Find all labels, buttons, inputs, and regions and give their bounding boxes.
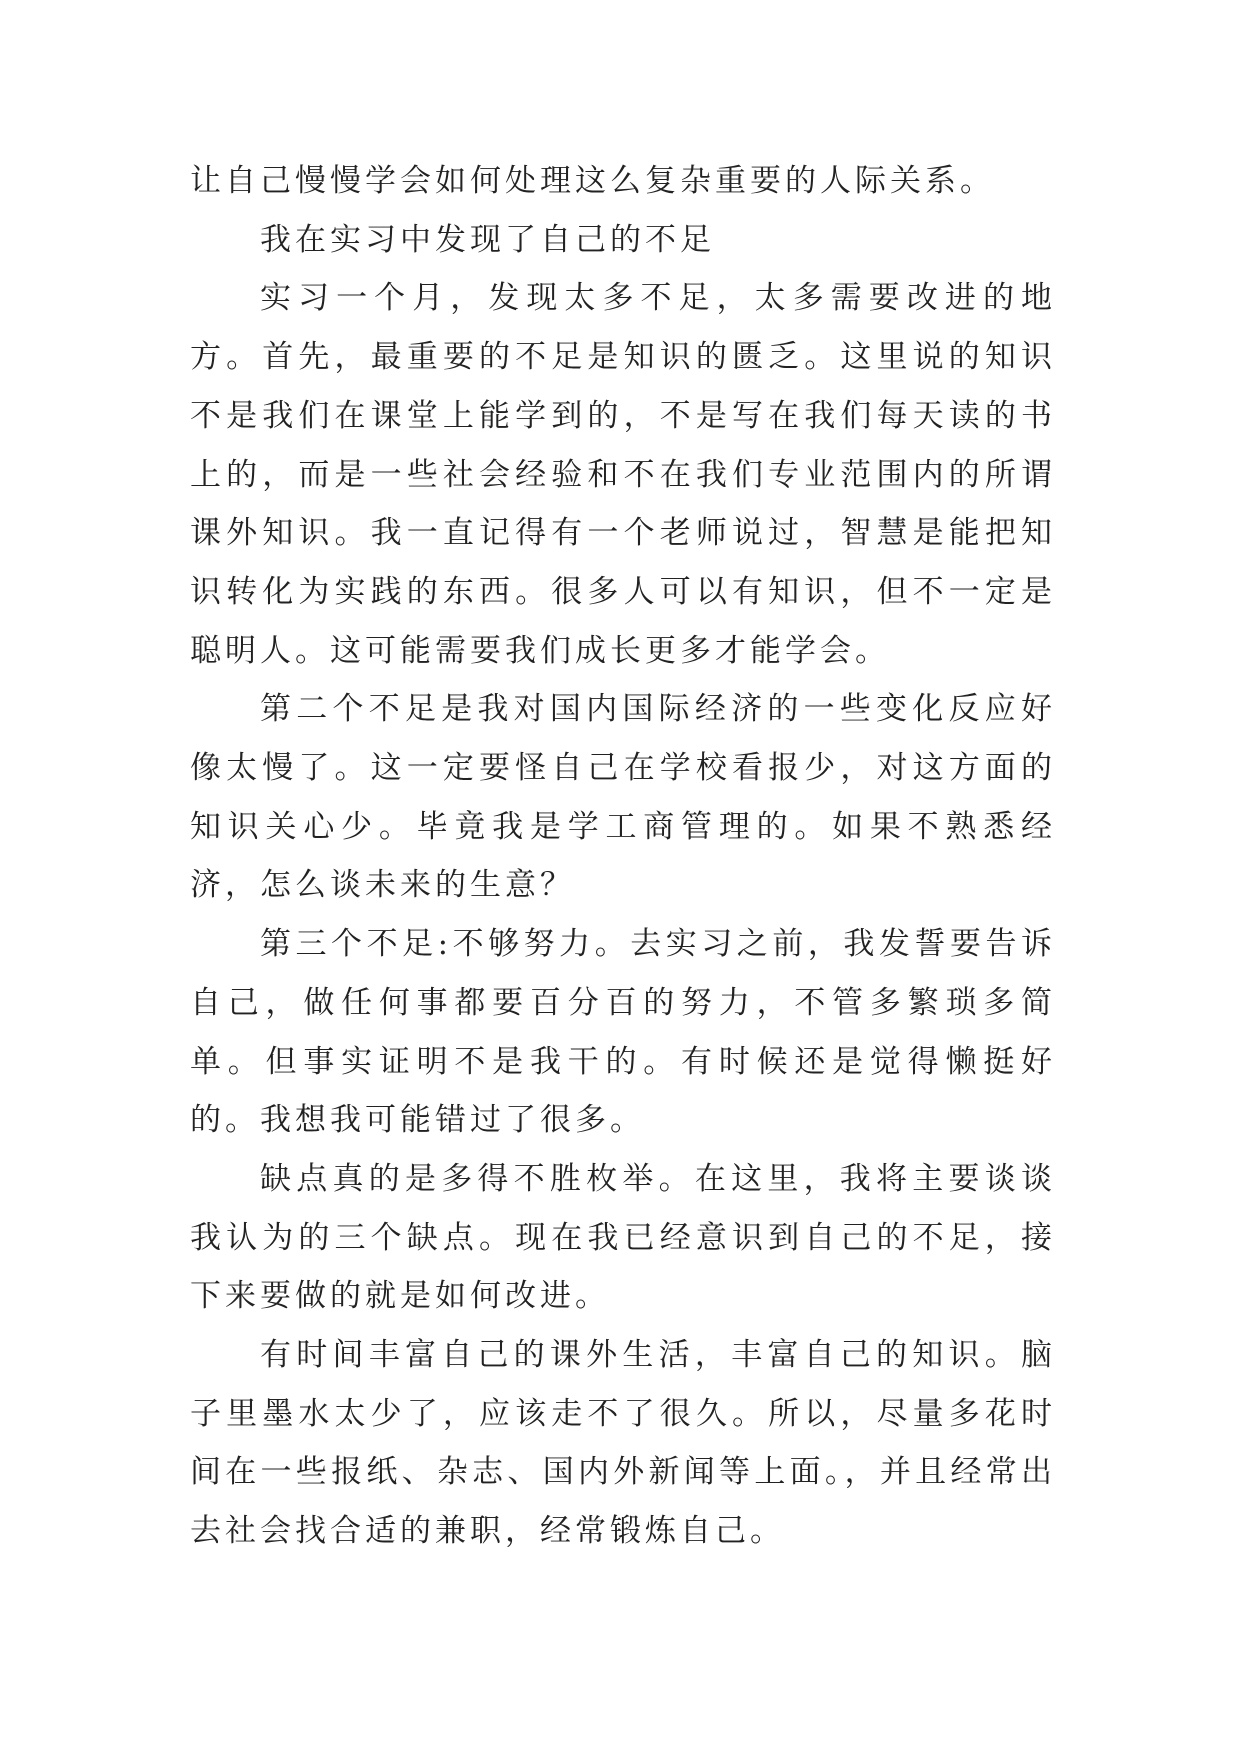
paragraph: 实习一个月，发现太多不足，太多需要改进的地方。首先，最重要的不足是知识的匮乏。这里说的知识不是我们在课堂上能学到的，不是写在我们每天读的书上的，而是一些社会经验和不在我们专业范围内的所谓课外知识。我一直记得有一个老师说过，智慧是能把知识转化为实践的东西。很多人可以有知识，但不一定是聪明人。这可能需要我们成长更多才能学会。 [190,280,1056,669]
paragraph: 有时间丰富自己的课外生活，丰富自己的知识。脑子里墨水太少了，应该走不了很久。所以，尽量多花时间在一些报纸、杂志、国内外新闻等上面。，并且经常出去社会找合适的兼职，经常锻炼自己。 [190,1337,1056,1550]
paragraph-continuation: 让自己慢慢学会如何处理这么复杂重要的人际关系。 [190,163,995,199]
paragraph: 第三个不足:不够努力。去实习之前，我发誓要告诉自己，做任何事都要百分百的努力，不管多繁琐多简单。但事实证明不是我干的。有时候还是觉得懒挺好的。我想我可能错过了很多。 [190,926,1056,1139]
section-heading: 我在实习中发现了自己的不足 [260,221,715,258]
paragraph: 第二个不足是我对国内国际经济的一些变化反应好像太慢了。这一定要怪自己在学校看报少，对这方面的知识关心少。毕竟我是学工商管理的。如果不熟悉经济，怎么谈未来的生意？ [190,691,1056,904]
document-page [190,152,1056,1561]
paragraph: 缺点真的是多得不胜枚举。在这里，我将主要谈谈我认为的三个缺点。现在我已经意识到自己的不足，接下来要做的就是如何改进。 [190,1160,1056,1315]
